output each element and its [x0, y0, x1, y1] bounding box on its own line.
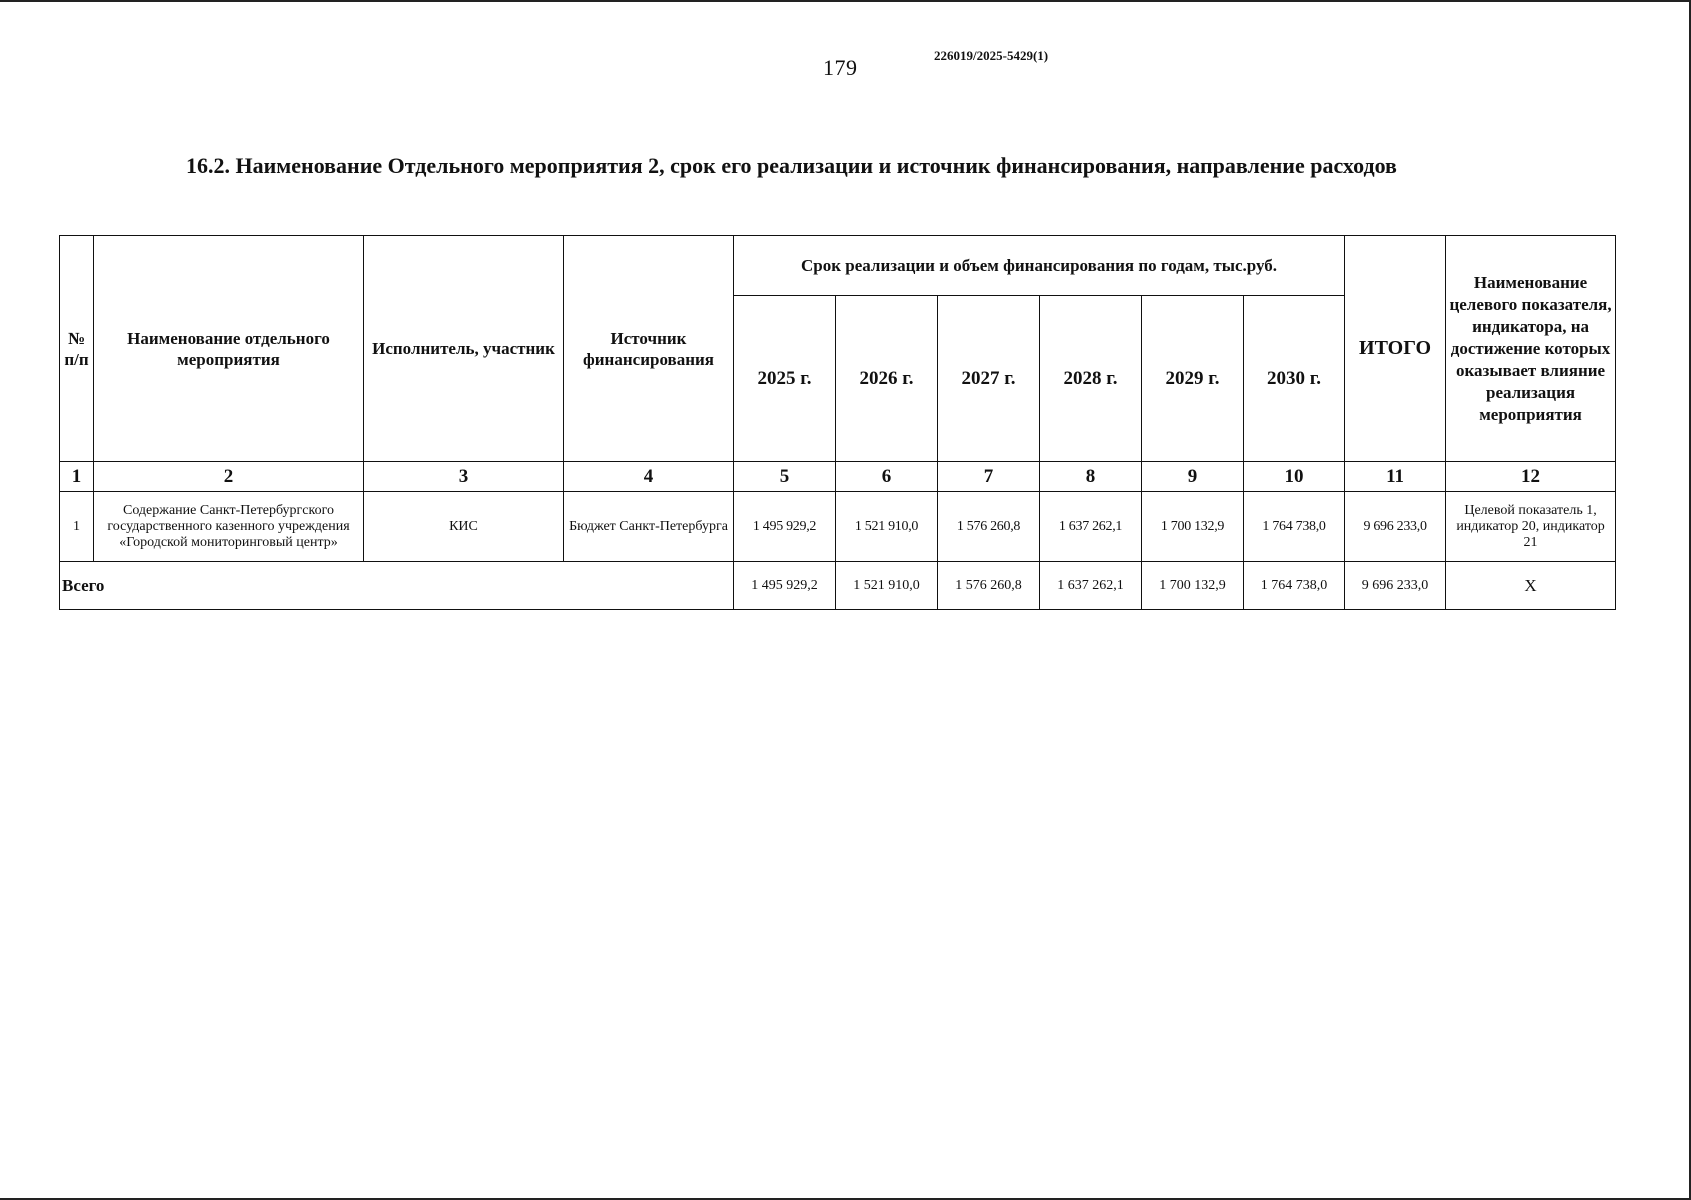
document-id: 226019/2025-5429(1): [934, 48, 1049, 63]
totals-total: 9 696 233,0: [1345, 562, 1446, 610]
header-year: 2029 г.: [1142, 296, 1244, 462]
header-period: Срок реализации и объем финансирования по годам, тыс.руб.: [734, 236, 1345, 296]
totals-value-2030: 1 764 738,0: [1244, 562, 1345, 610]
column-number: 10: [1244, 462, 1345, 492]
row-value-2030: 1 764 738,0: [1244, 492, 1345, 562]
page-number: 179: [823, 55, 858, 80]
header-executor: Исполнитель, участник: [364, 236, 564, 462]
header-year: 2025 г.: [734, 296, 836, 462]
column-number: 2: [94, 462, 364, 492]
totals-value-2029: 1 700 132,9: [1142, 562, 1244, 610]
totals-value-2026: 1 521 910,0: [836, 562, 938, 610]
column-number: 6: [836, 462, 938, 492]
header-source: Источник финансирования: [564, 236, 734, 462]
header-total: ИТОГО: [1345, 236, 1446, 462]
header-year: 2030 г.: [1244, 296, 1345, 462]
row-name: Содержание Санкт-Петербургского государственного казенного учреждения «Городской мониторинговый центр»: [94, 492, 364, 562]
row-source: Бюджет Санкт-Петербурга: [564, 492, 734, 562]
column-number: 3: [364, 462, 564, 492]
header-name: Наименование отдельного мероприятия: [94, 236, 364, 462]
totals-row: [60, 562, 1616, 610]
row-value-2025: 1 495 929,2: [734, 492, 836, 562]
row-num: 1: [60, 492, 94, 562]
row-value-2026: 1 521 910,0: [836, 492, 938, 562]
column-number: 7: [938, 462, 1040, 492]
header-indicator: Наименование целевого показателя, индикатора, на достижение которых оказывает влияние реализация мероприятия: [1446, 236, 1616, 462]
column-number: 11: [1345, 462, 1446, 492]
totals-value-2028: 1 637 262,1: [1040, 562, 1142, 610]
header-num: № п/п: [60, 236, 94, 462]
header-year: 2028 г.: [1040, 296, 1142, 462]
row-value-2027: 1 576 260,8: [938, 492, 1040, 562]
totals-value-2025: 1 495 929,2: [734, 562, 836, 610]
header-year: 2027 г.: [938, 296, 1040, 462]
section-title: 16.2. Наименование Отдельного мероприятия 2, срок его реализации и источник финансирования, направление расходов: [186, 153, 1397, 178]
row-indicator: Целевой показатель 1, индикатор 20, индикатор 21: [1446, 492, 1616, 562]
row-value-2028: 1 637 262,1: [1040, 492, 1142, 562]
totals-indicator: X: [1446, 562, 1616, 610]
column-number: 12: [1446, 462, 1616, 492]
row-value-2029: 1 700 132,9: [1142, 492, 1244, 562]
column-number: 9: [1142, 462, 1244, 492]
totals-label: Всего: [60, 562, 734, 610]
column-number: 8: [1040, 462, 1142, 492]
column-number: 4: [564, 462, 734, 492]
column-number-row: [60, 462, 1616, 492]
column-number: 1: [60, 462, 94, 492]
totals-value-2027: 1 576 260,8: [938, 562, 1040, 610]
header-row-1: [60, 236, 1616, 296]
row-total: 9 696 233,0: [1345, 492, 1446, 562]
row-executor: КИС: [364, 492, 564, 562]
financing-table: [59, 235, 1616, 610]
header-year: 2026 г.: [836, 296, 938, 462]
column-number: 5: [734, 462, 836, 492]
table-row: [60, 492, 1616, 562]
